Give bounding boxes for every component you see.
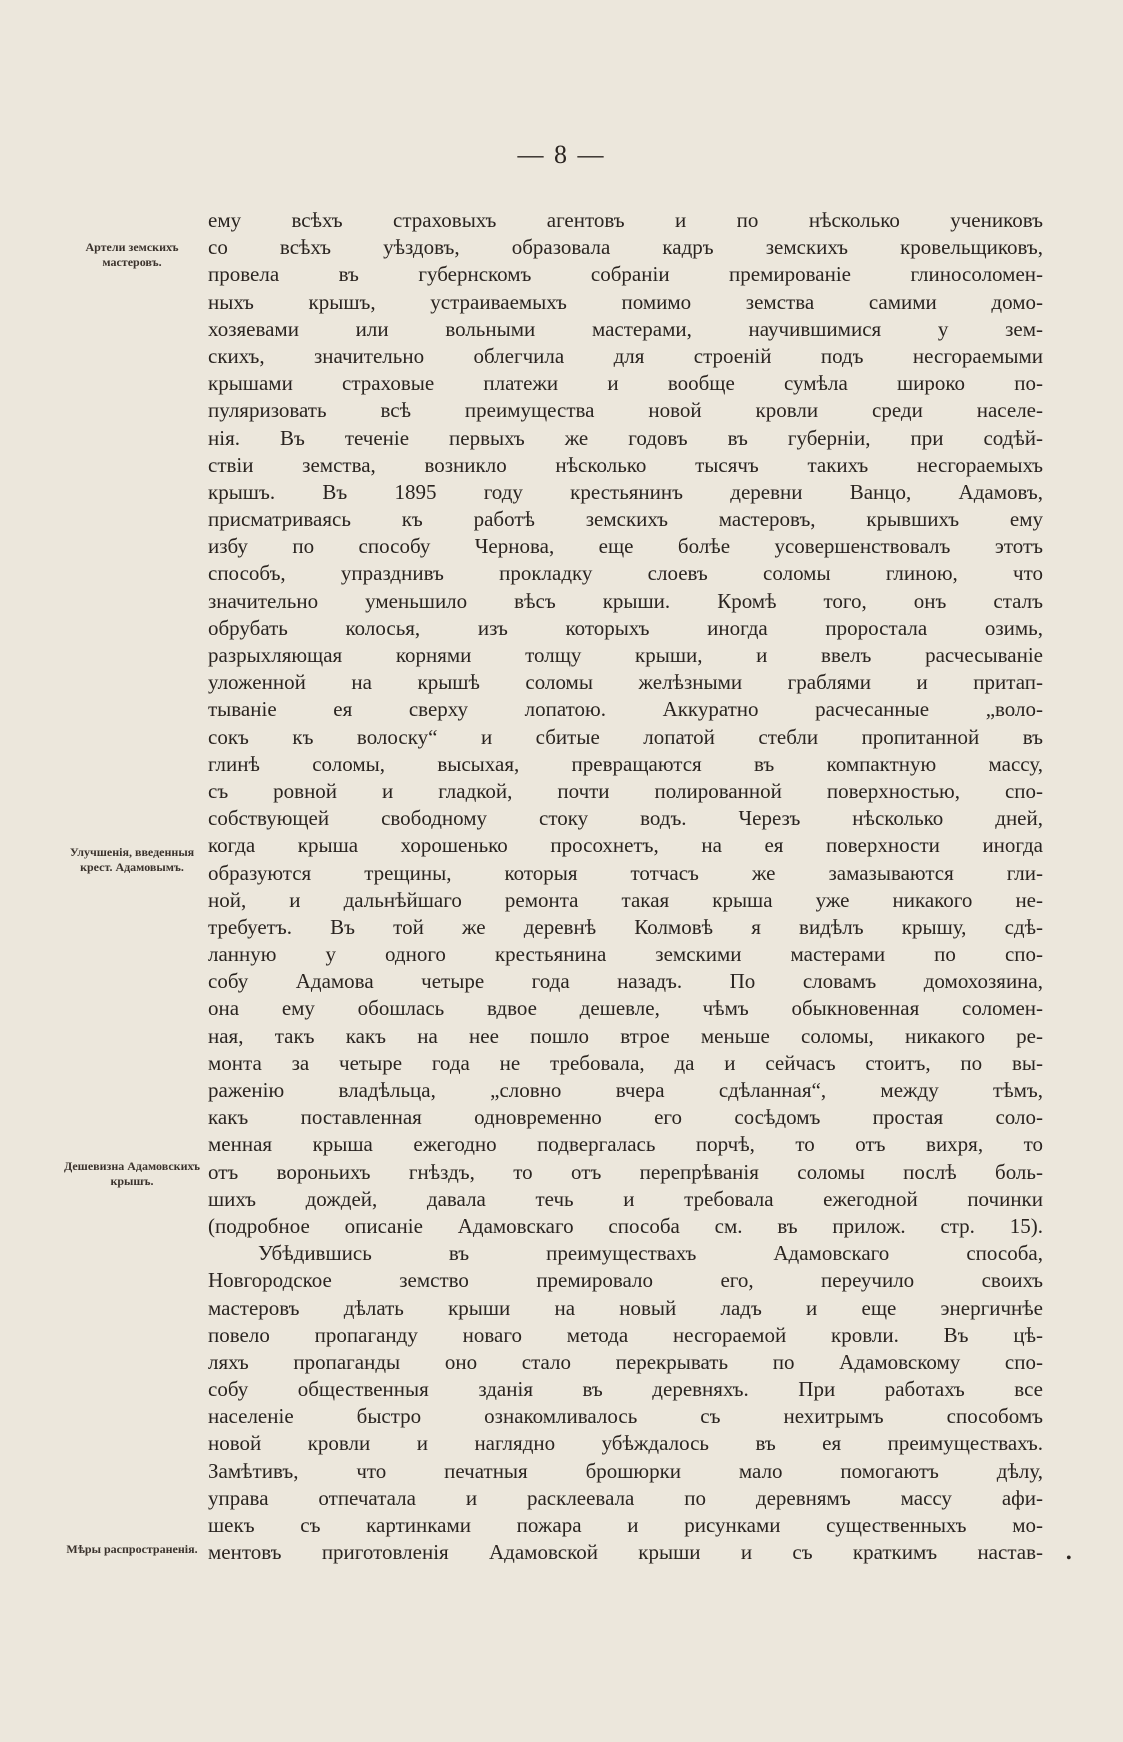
text-line: способъ, упразднивъ прокладку слоевъ соломы глиною, что — [208, 561, 1043, 586]
text-line: менная крыша ежегодно подвергалась порчѣ, то отъ вихря, то — [208, 1132, 1043, 1157]
text-line: когда крыша хорошенько просохнетъ, на ея поверхности иногда — [208, 833, 1043, 858]
text-line-paragraph-start: Убѣдившись въ преимуществахъ Адамовскаго способа, — [258, 1241, 1043, 1266]
text-line: ствіи земства, возникло нѣсколько тысячъ такихъ несгораемыхъ — [208, 452, 1043, 477]
text-line: присматриваясь къ работѣ земскихъ мастеровъ, крывшихъ ему — [208, 507, 1043, 532]
text-line: уложенной на крышѣ соломы желѣзными граблями и притап- — [208, 670, 1043, 695]
margin-note-artels: Артели земскихъ мастеровъ. — [85, 240, 179, 269]
text-line: пуляризовать всѣ преимущества новой кровли среди населе- — [208, 398, 1043, 423]
text-line: мастеровъ дѣлать крыши на новый ладъ и еще энергичнѣе — [208, 1295, 1043, 1320]
text-line: разрыхляющая корнями толщу крыши, и ввелъ расчесываніе — [208, 643, 1043, 667]
text-line: обрубать колосья, изъ которыхъ иногда проростала озимь, — [208, 615, 1043, 640]
text-line: собствующей свободному стоку водъ. Черезъ нѣсколько дней, — [208, 806, 1043, 831]
text-line: глинѣ соломы, высыхая, превращаются въ компактную массу, — [208, 751, 1043, 776]
text-line: ной, и дальнѣйшаго ремонта такая крыша уже никакого не- — [208, 887, 1043, 912]
text-line: раженію владѣльца, „словно вчера сдѣланная“, между тѣмъ, — [208, 1078, 1043, 1102]
text-line: крышами страховые платежи и вообще сумѣла широко по- — [208, 371, 1043, 396]
text-line: избу по способу Чернова, еще болѣе усовершенствовалъ этотъ — [208, 534, 1043, 559]
page-number: — 8 — — [517, 140, 606, 169]
margin-note-cheapness: Дешевизна Адамовскихъ крышъ. — [63, 1159, 201, 1188]
text-line: сокъ къ волоску“ и сбитые лопатой стебли пропитанной въ — [208, 724, 1043, 749]
text-line: скихъ, значительно облегчила для строеній подъ несгораемыми — [208, 343, 1043, 368]
text-line: провела въ губернскомъ собраніи премированіе глиносоломен- — [208, 262, 1043, 287]
text-line: повело пропаганду новаго метода несгораемой кровли. Въ цѣ- — [208, 1322, 1043, 1347]
text-line: собу общественныя зданія въ деревняхъ. При работахъ все — [208, 1377, 1043, 1402]
text-line: требуетъ. Въ той же деревнѣ Колмовѣ я видѣлъ крышу, сдѣ- — [208, 914, 1043, 939]
margin-note-measures: Мѣры распространенія. — [66, 1542, 198, 1556]
text-line: (подробное описаніе Адамовскаго способа см. въ прилож. стр. 15). — [208, 1213, 1043, 1238]
margin-note-improvements: Улучшенія, введенныя крест. Адамовымъ. — [69, 845, 195, 874]
text-line: ныхъ крышъ, устраиваемыхъ помимо земства самими домо- — [208, 289, 1043, 314]
text-line: отъ вороньихъ гнѣздъ, то отъ перепрѣванія соломы послѣ боль- — [208, 1159, 1043, 1184]
text-line: ментовъ приготовленія Адамовской крыши и съ краткимъ настав- — [208, 1540, 1043, 1565]
text-line: Замѣтивъ, что печатныя брошюрки мало помогаютъ дѣлу, — [208, 1458, 1043, 1483]
text-line: новой кровли и наглядно убѣждалось въ ея преимуществахъ. — [208, 1431, 1043, 1456]
text-line: ляхъ пропаганды оно стало перекрывать по Адамовскому спо- — [208, 1349, 1043, 1374]
text-line: значительно уменьшило вѣсъ крыши. Кромѣ того, онъ сталъ — [208, 588, 1043, 613]
text-line: монта за четыре года не требовала, да и сейчасъ стоитъ, по вы- — [208, 1050, 1043, 1075]
text-line: собу Адамова четыре года назадъ. По словамъ домохозяина, — [208, 969, 1043, 994]
text-line: населеніе быстро ознакомливалось съ нехитрымъ способомъ — [208, 1404, 1043, 1429]
text-line: ная, такъ какъ на нее пошло втрое меньше соломы, никакого ре- — [208, 1023, 1043, 1048]
text-line: съ ровной и гладкой, почти полированной поверхностью, спо- — [208, 778, 1043, 803]
text-line: ему всѣхъ страховыхъ агентовъ и по нѣсколько учениковъ — [208, 208, 1043, 232]
text-line: нія. Въ теченіе первыхъ же годовъ въ губерніи, при содѣй- — [208, 425, 1043, 450]
text-line: какъ поставленная одновременно его сосѣдомъ простая соло- — [208, 1105, 1043, 1130]
text-line: тываніе ея сверху лопатою. Аккуратно расчесанные „воло- — [208, 697, 1043, 722]
text-line: управа отпечатала и расклеевала по деревнямъ массу афи- — [208, 1485, 1043, 1510]
text-line: со всѣхъ уѣздовъ, образовала кадръ земскихъ кровельщиковъ, — [208, 235, 1043, 260]
text-line: она ему обошлась вдвое дешевле, чѣмъ обыкновенная соломен- — [208, 996, 1043, 1021]
text-line: крышъ. Въ 1895 году крестьянинъ деревни Ванцо, Адамовъ, — [208, 479, 1043, 504]
text-line: ланную у одного крестьянина земскими мастерами по спо- — [208, 942, 1043, 967]
text-line: хозяевами или вольными мастерами, научившимися у зем- — [208, 316, 1043, 341]
stray-mark: • — [1066, 1550, 1072, 1567]
text-line: шихъ дождей, давала течь и требовала ежегодной починки — [208, 1186, 1043, 1211]
text-line: образуются трещины, которыя тотчасъ же замазываются гли- — [208, 860, 1043, 885]
text-line: Новгородское земство премировало его, переучило своихъ — [208, 1268, 1043, 1293]
body-text — [208, 207, 1043, 1566]
text-line: шекъ съ картинками пожара и рисунками существенныхъ мо- — [208, 1513, 1043, 1537]
